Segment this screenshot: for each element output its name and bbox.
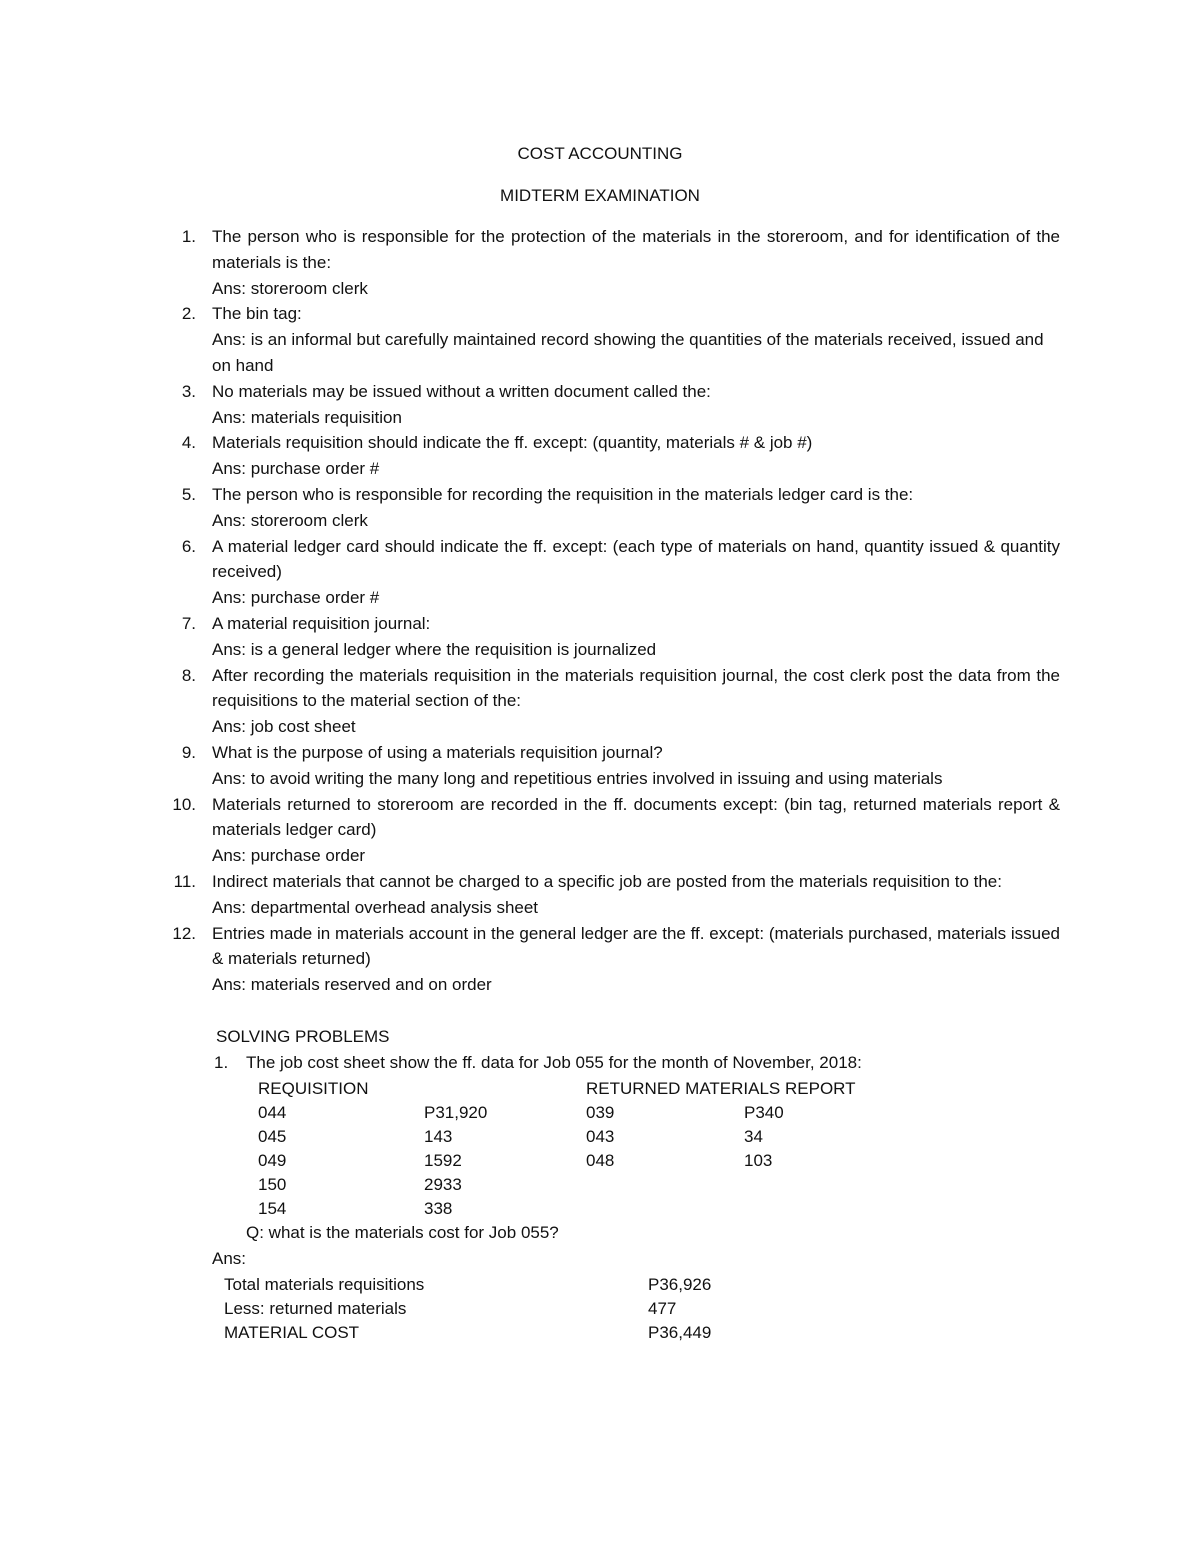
question-text: After recording the materials requisition in the materials requisition journal, the cost clerk post the data from the requisitions to the material section of the: — [212, 665, 1060, 711]
question-item — [160, 869, 1060, 921]
return-number: 039 — [586, 1103, 615, 1122]
question-answer: Ans: departmental overhead analysis sheet — [212, 897, 539, 917]
question-text: No materials may be issued without a written document called the: — [212, 381, 711, 401]
requisition-header: REQUISITION — [258, 1079, 369, 1098]
requisition-number: 045 — [258, 1127, 287, 1146]
return-number: 043 — [586, 1127, 615, 1146]
return-number: 048 — [586, 1151, 615, 1170]
problem-question: Q: what is the materials cost for Job 055? — [246, 1223, 559, 1242]
question-number: 1. — [181, 227, 196, 246]
question-answer: Ans: job cost sheet — [212, 717, 356, 737]
requisition-amount: P31,920 — [424, 1103, 488, 1122]
question-answer: Ans: storeroom clerk — [212, 278, 368, 298]
question-item — [160, 379, 1060, 431]
document-subtitle: MIDTERM EXAMINATION — [500, 186, 700, 205]
question-answer: Ans: materials requisition — [212, 407, 402, 427]
question-number: 10. — [172, 794, 196, 814]
question-list — [160, 224, 1060, 998]
summary-label: MATERIAL COST — [224, 1323, 360, 1342]
returned-materials-header: RETURNED MATERIALS REPORT — [586, 1079, 856, 1098]
requisition-number: 049 — [258, 1151, 287, 1170]
question-answer: Ans: is an informal but carefully maintained record showing the quantities of the materials received, issued and on hand — [212, 330, 1044, 375]
question-answer: Ans: purchase order # — [212, 459, 380, 479]
question-answer: Ans: purchase order — [212, 846, 366, 866]
question-text: Entries made in materials account in the general ledger are the ff. except: (materials purchased, materials issued & materials returned) — [212, 923, 1060, 969]
question-text: A material ledger card should indicate the ff. except: (each type of materials on hand, quantity issued & quantity received) — [212, 536, 1060, 582]
question-text: A material requisition journal: — [212, 613, 431, 633]
problem-number: 1. — [214, 1053, 229, 1072]
question-answer: Ans: to avoid writing the many long and repetitious entries involved in issuing and using materials — [212, 768, 943, 788]
question-item — [160, 482, 1060, 534]
question-text: The bin tag: — [212, 304, 302, 324]
requisition-number: 044 — [258, 1103, 287, 1122]
summary-row — [224, 1296, 744, 1320]
question-text: The person who is responsible for the protection of the materials in the storeroom, and for identification of the materials is the: — [212, 227, 1060, 272]
question-item — [160, 663, 1060, 740]
question-answer: Ans: materials reserved and on order — [212, 975, 492, 995]
question-number: 9. — [181, 742, 196, 762]
question-number: 12. — [172, 923, 196, 943]
question-text: What is the purpose of using a materials requisition journal? — [212, 742, 663, 762]
return-amount: P340 — [744, 1103, 784, 1122]
question-item — [160, 921, 1060, 998]
question-number: 11. — [173, 871, 196, 891]
question-item — [160, 534, 1060, 611]
solving-problems-heading: SOLVING PROBLEMS — [216, 1027, 390, 1046]
requisition-number: 154 — [258, 1199, 287, 1218]
summary-value: P36,926 — [648, 1275, 712, 1294]
summary-label: Less: returned materials — [224, 1299, 407, 1318]
question-number: 7. — [181, 613, 196, 633]
requisition-amount: 338 — [424, 1199, 453, 1218]
return-amount: 34 — [744, 1127, 763, 1146]
question-text: Materials requisition should indicate the ff. except: (quantity, materials # & job #) — [212, 433, 813, 453]
answer-label: Ans: — [212, 1249, 247, 1268]
question-number: 8. — [181, 665, 196, 685]
question-item — [160, 792, 1060, 869]
question-number: 6. — [181, 536, 196, 556]
question-text: Materials returned to storeroom are recorded in the ff. documents except: (bin tag, returned materials report & materials ledger card) — [212, 794, 1060, 840]
summary-label: Total materials requisitions — [224, 1275, 425, 1294]
question-answer: Ans: is a general ledger where the requisition is journalized — [212, 639, 657, 659]
requisition-amount: 1592 — [424, 1151, 462, 1170]
question-answer: Ans: purchase order # — [212, 588, 380, 608]
question-text: Indirect materials that cannot be charged to a specific job are posted from the materials requisition to the: — [212, 871, 1002, 891]
summary-value: 477 — [648, 1299, 677, 1318]
requisition-amount: 2933 — [424, 1175, 462, 1194]
summary-row — [224, 1272, 744, 1296]
question-number: 2. — [181, 304, 196, 324]
question-item — [160, 301, 1060, 378]
return-amount: 103 — [744, 1151, 773, 1170]
question-item — [160, 740, 1060, 792]
question-item — [160, 611, 1060, 663]
requisition-number: 150 — [258, 1175, 287, 1194]
question-text: The person who is responsible for recording the requisition in the materials ledger card is the: — [212, 484, 914, 504]
question-number: 4. — [181, 433, 196, 453]
question-number: 5. — [181, 484, 196, 504]
requisition-amount: 143 — [424, 1127, 453, 1146]
question-item — [160, 430, 1060, 482]
summary-row — [224, 1320, 744, 1344]
document-title: COST ACCOUNTING — [517, 144, 683, 163]
cost-summary — [224, 1272, 744, 1344]
question-answer: Ans: storeroom clerk — [212, 510, 368, 530]
summary-value: P36,449 — [648, 1323, 712, 1342]
problem-text: The job cost sheet show the ff. data for Job 055 for the month of November, 2018: — [246, 1053, 862, 1072]
question-item — [160, 224, 1060, 301]
question-number: 3. — [181, 381, 196, 401]
